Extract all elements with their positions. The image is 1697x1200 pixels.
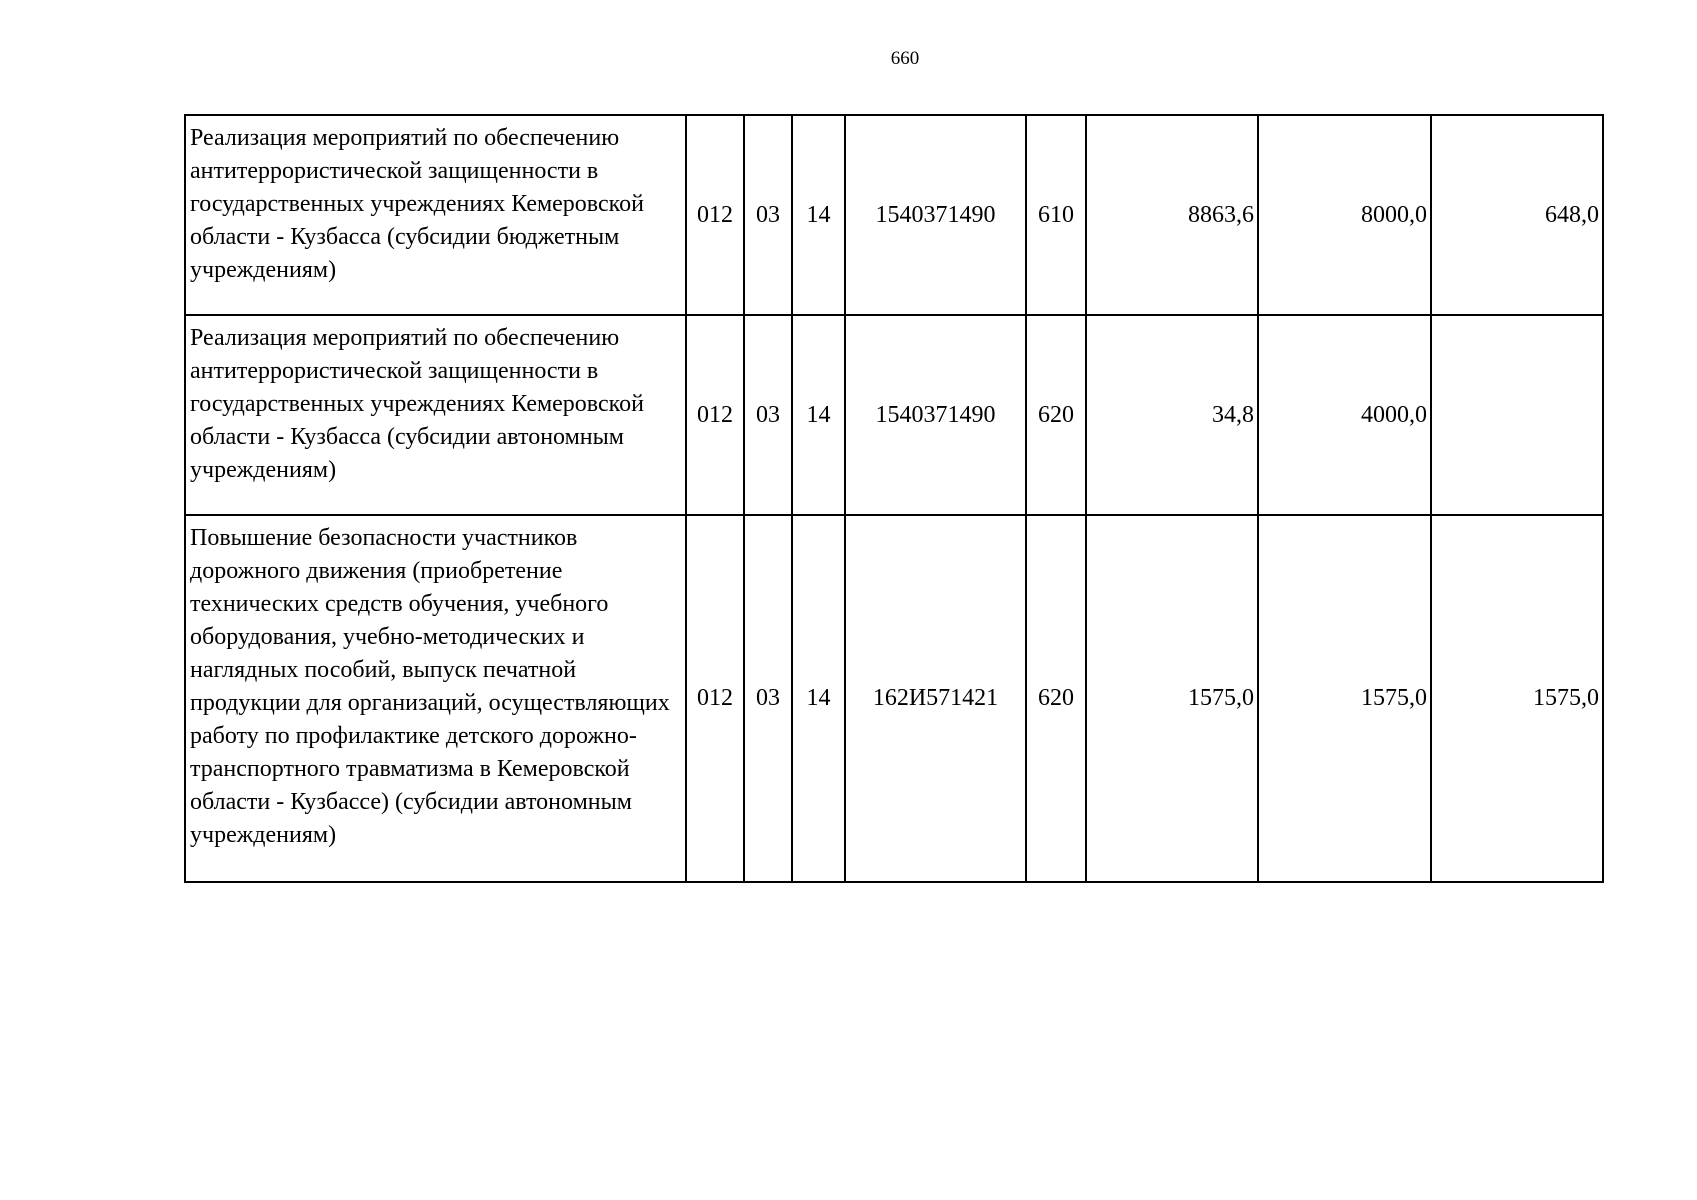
ministry-code: 012 [686, 115, 744, 315]
amount-1: 1575,0 [1086, 515, 1258, 882]
amount-1: 34,8 [1086, 315, 1258, 515]
amount-2: 4000,0 [1258, 315, 1431, 515]
section-code: 03 [744, 115, 792, 315]
section-code: 03 [744, 515, 792, 882]
amount-3 [1431, 315, 1603, 515]
row-description: Повышение безопасности участников дорожного движения (приобретение технических средств обучения, учебного оборудования, учебно-методических и наглядных пособий, выпуск печатной продукции для организаций, осуществляющих работу по профилактике детского дорожно-транспортного травматизма в Кемеровской области - Кузбассе) (субсидии автономным учреждениям) [185, 515, 686, 882]
ministry-code: 012 [686, 315, 744, 515]
table-row [185, 115, 1603, 315]
budget-table [184, 114, 1604, 883]
subsection-code: 14 [792, 315, 845, 515]
row-description: Реализация мероприятий по обеспечению антитеррористической защищенности в государственных учреждениях Кемеровской области - Кузбасса (субсидии автономным учреждениям) [185, 315, 686, 515]
amount-1: 8863,6 [1086, 115, 1258, 315]
subsection-code: 14 [792, 515, 845, 882]
ministry-code: 012 [686, 515, 744, 882]
expense-type-code: 620 [1026, 315, 1086, 515]
expense-type-code: 610 [1026, 115, 1086, 315]
target-article-code: 162И571421 [845, 515, 1026, 882]
table-row [185, 515, 1603, 882]
subsection-code: 14 [792, 115, 845, 315]
target-article-code: 1540371490 [845, 115, 1026, 315]
expense-type-code: 620 [1026, 515, 1086, 882]
table-row [185, 315, 1603, 515]
page-number: 660 [890, 48, 920, 69]
amount-2: 8000,0 [1258, 115, 1431, 315]
amount-3: 648,0 [1431, 115, 1603, 315]
section-code: 03 [744, 315, 792, 515]
amount-2: 1575,0 [1258, 515, 1431, 882]
target-article-code: 1540371490 [845, 315, 1026, 515]
amount-3: 1575,0 [1431, 515, 1603, 882]
row-description: Реализация мероприятий по обеспечению антитеррористической защищенности в государственных учреждениях Кемеровской области - Кузбасса (субсидии бюджетным учреждениям) [185, 115, 686, 315]
